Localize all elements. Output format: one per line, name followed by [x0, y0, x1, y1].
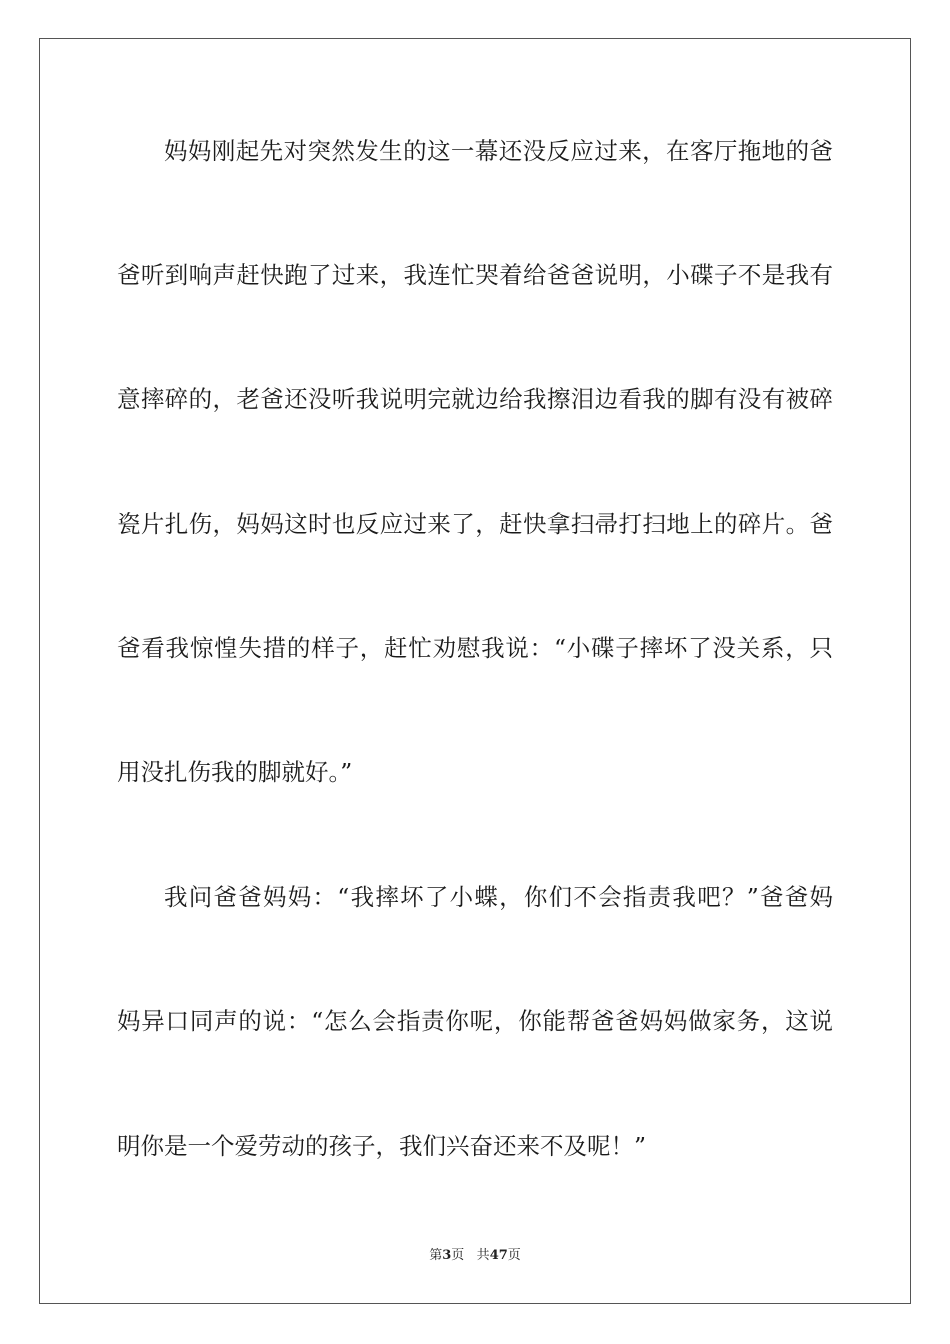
page-prefix: 第	[429, 1248, 443, 1263]
page-number: 3	[442, 1248, 452, 1263]
total-pages: 47	[489, 1248, 508, 1263]
total-suffix: 页	[507, 1248, 521, 1263]
page-suffix: 页	[451, 1248, 465, 1263]
paragraph-1-line-3: 意摔碎的，老爸还没听我说明完就边给我擦泪边看我的脚有没有被碎	[117, 385, 833, 413]
total-prefix: 共	[476, 1248, 490, 1263]
paragraph-2-line-3: 明你是一个爱劳动的孩子，我们兴奋还来不及呢！”	[117, 1132, 647, 1160]
paragraph-1-line-6: 用没扎伤我的脚就好。”	[117, 758, 353, 786]
paragraph-2-line-2: 妈异口同声的说：“怎么会指责你呢，你能帮爸爸妈妈做家务，这说	[117, 1007, 833, 1035]
page-border	[39, 38, 911, 1304]
paragraph-1-line-4: 瓷片扎伤，妈妈这时也反应过来了，赶快拿扫帚打扫地上的碎片。爸	[117, 510, 833, 538]
paragraph-2-line-1: 我问爸爸妈妈：“我摔坏了小蝶，你们不会指责我吧？”爸爸妈	[164, 883, 833, 911]
paragraph-1-line-2: 爸听到响声赶快跑了过来，我连忙哭着给爸爸说明，小碟子不是我有	[117, 261, 833, 289]
page-footer	[0, 1247, 950, 1265]
paragraph-1-line-5: 爸看我惊惶失措的样子，赶忙劝慰我说：“小碟子摔坏了没关系，只	[117, 634, 833, 662]
paragraph-1-line-1: 妈妈刚起先对突然发生的这一幕还没反应过来，在客厅拖地的爸	[164, 137, 833, 165]
